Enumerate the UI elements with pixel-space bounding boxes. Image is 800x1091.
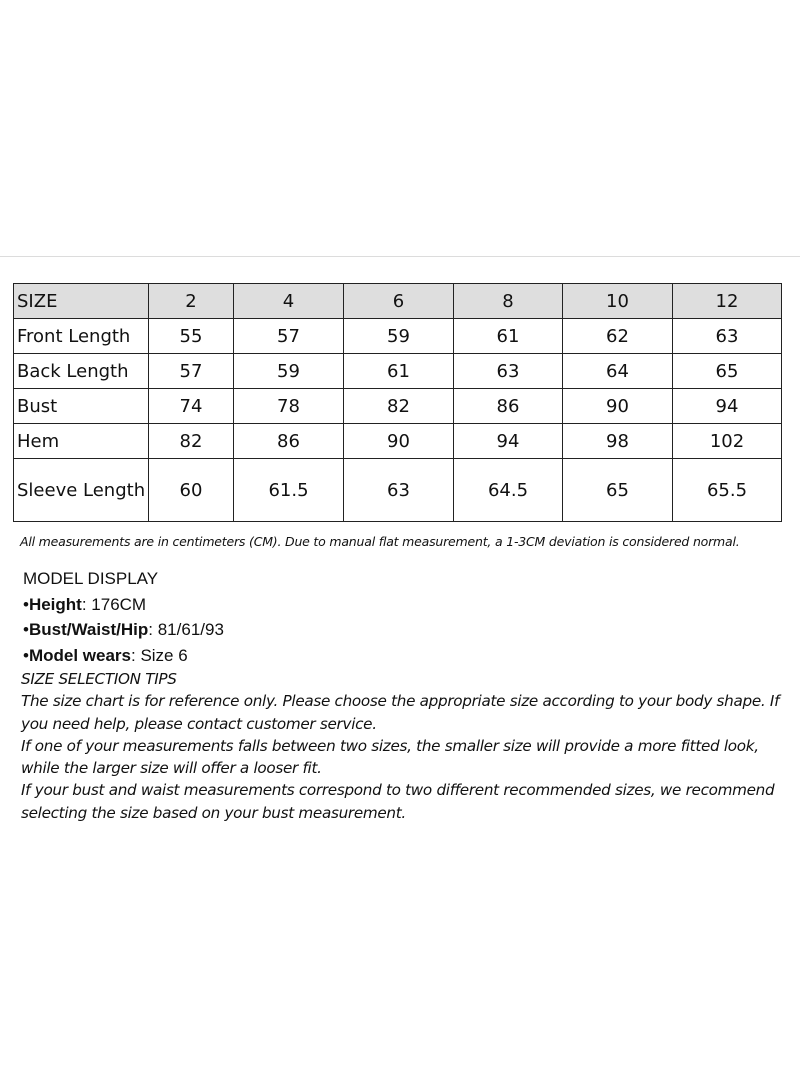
table-cell: 60 bbox=[149, 459, 234, 522]
row-label: Front Length bbox=[14, 319, 149, 354]
model-measurements-line bbox=[23, 617, 224, 643]
table-cell: 55 bbox=[149, 319, 234, 354]
table-cell: 86 bbox=[454, 389, 563, 424]
wears-value: : Size 6 bbox=[131, 645, 188, 665]
tips-paragraph: The size chart is for reference only. Please choose the appropriate size according to your body shape. If you need help, please contact customer service. bbox=[21, 692, 780, 733]
bullet: • bbox=[23, 620, 29, 639]
table-cell: 78 bbox=[234, 389, 344, 424]
table-cell: 65.5 bbox=[673, 459, 782, 522]
table-cell: 63 bbox=[673, 319, 782, 354]
table-cell: 57 bbox=[234, 319, 344, 354]
tips-paragraph: If your bust and waist measurements correspond to two different recommended sizes, we recommend selecting the size based on your bust measurement. bbox=[21, 781, 775, 822]
table-cell: 59 bbox=[234, 354, 344, 389]
table-cell: 74 bbox=[149, 389, 234, 424]
model-display-section bbox=[23, 566, 224, 668]
row-label: Bust bbox=[14, 389, 149, 424]
table-header-row bbox=[14, 284, 782, 319]
table-cell: 86 bbox=[234, 424, 344, 459]
header-cell: 10 bbox=[563, 284, 673, 319]
table-row bbox=[14, 459, 782, 522]
table-cell: 102 bbox=[673, 424, 782, 459]
table-cell: 82 bbox=[344, 389, 454, 424]
table-cell: 82 bbox=[149, 424, 234, 459]
table-cell: 94 bbox=[454, 424, 563, 459]
table-cell: 65 bbox=[563, 459, 673, 522]
bullet: • bbox=[23, 594, 29, 614]
table-cell: 57 bbox=[149, 354, 234, 389]
table-cell: 64.5 bbox=[454, 459, 563, 522]
table-row bbox=[14, 424, 782, 459]
table-row bbox=[14, 389, 782, 424]
size-selection-tips bbox=[21, 668, 781, 824]
row-label: Hem bbox=[14, 424, 149, 459]
table-cell: 61 bbox=[454, 319, 563, 354]
table-cell: 65 bbox=[673, 354, 782, 389]
header-cell: 4 bbox=[234, 284, 344, 319]
table-cell: 63 bbox=[454, 354, 563, 389]
height-value: : 176CM bbox=[81, 594, 147, 614]
size-chart-table bbox=[13, 283, 782, 522]
header-cell-size: SIZE bbox=[14, 284, 149, 319]
table-cell: 64 bbox=[563, 354, 673, 389]
table-cell: 63 bbox=[344, 459, 454, 522]
table-cell: 94 bbox=[673, 389, 782, 424]
table-cell: 61 bbox=[344, 354, 454, 389]
table-cell: 90 bbox=[344, 424, 454, 459]
header-cell: 2 bbox=[149, 284, 234, 319]
wears-label: Model wears bbox=[28, 645, 131, 665]
tips-paragraph: If one of your measurements falls between two sizes, the smaller size will provide a more fitted look, while the larger size will offer a looser fit. bbox=[21, 736, 759, 778]
table-cell: 61.5 bbox=[234, 459, 344, 522]
header-cell: 8 bbox=[454, 284, 563, 319]
table-cell: 90 bbox=[563, 389, 673, 424]
row-label: Back Length bbox=[14, 354, 149, 389]
header-cell: 12 bbox=[673, 284, 782, 319]
model-height-line bbox=[23, 592, 224, 618]
measurements-value: : 81/61/93 bbox=[148, 620, 224, 639]
bullet: • bbox=[23, 645, 29, 665]
table-cell: 59 bbox=[344, 319, 454, 354]
row-label: Sleeve Length bbox=[14, 459, 149, 522]
tips-title: SIZE SELECTION TIPS bbox=[21, 670, 177, 688]
measurement-note: All measurements are in centimeters (CM). Due to manual flat measurement, a 1-3CM deviation is considered normal. bbox=[20, 534, 740, 549]
model-wears-line bbox=[23, 643, 224, 669]
table-cell: 62 bbox=[563, 319, 673, 354]
height-label: Height bbox=[28, 594, 82, 614]
table-row bbox=[14, 354, 782, 389]
model-display-title: MODEL DISPLAY bbox=[23, 569, 159, 588]
table-cell: 98 bbox=[563, 424, 673, 459]
divider bbox=[0, 256, 800, 257]
header-cell: 6 bbox=[344, 284, 454, 319]
measurements-label: Bust/Waist/Hip bbox=[28, 620, 149, 639]
table-row bbox=[14, 319, 782, 354]
